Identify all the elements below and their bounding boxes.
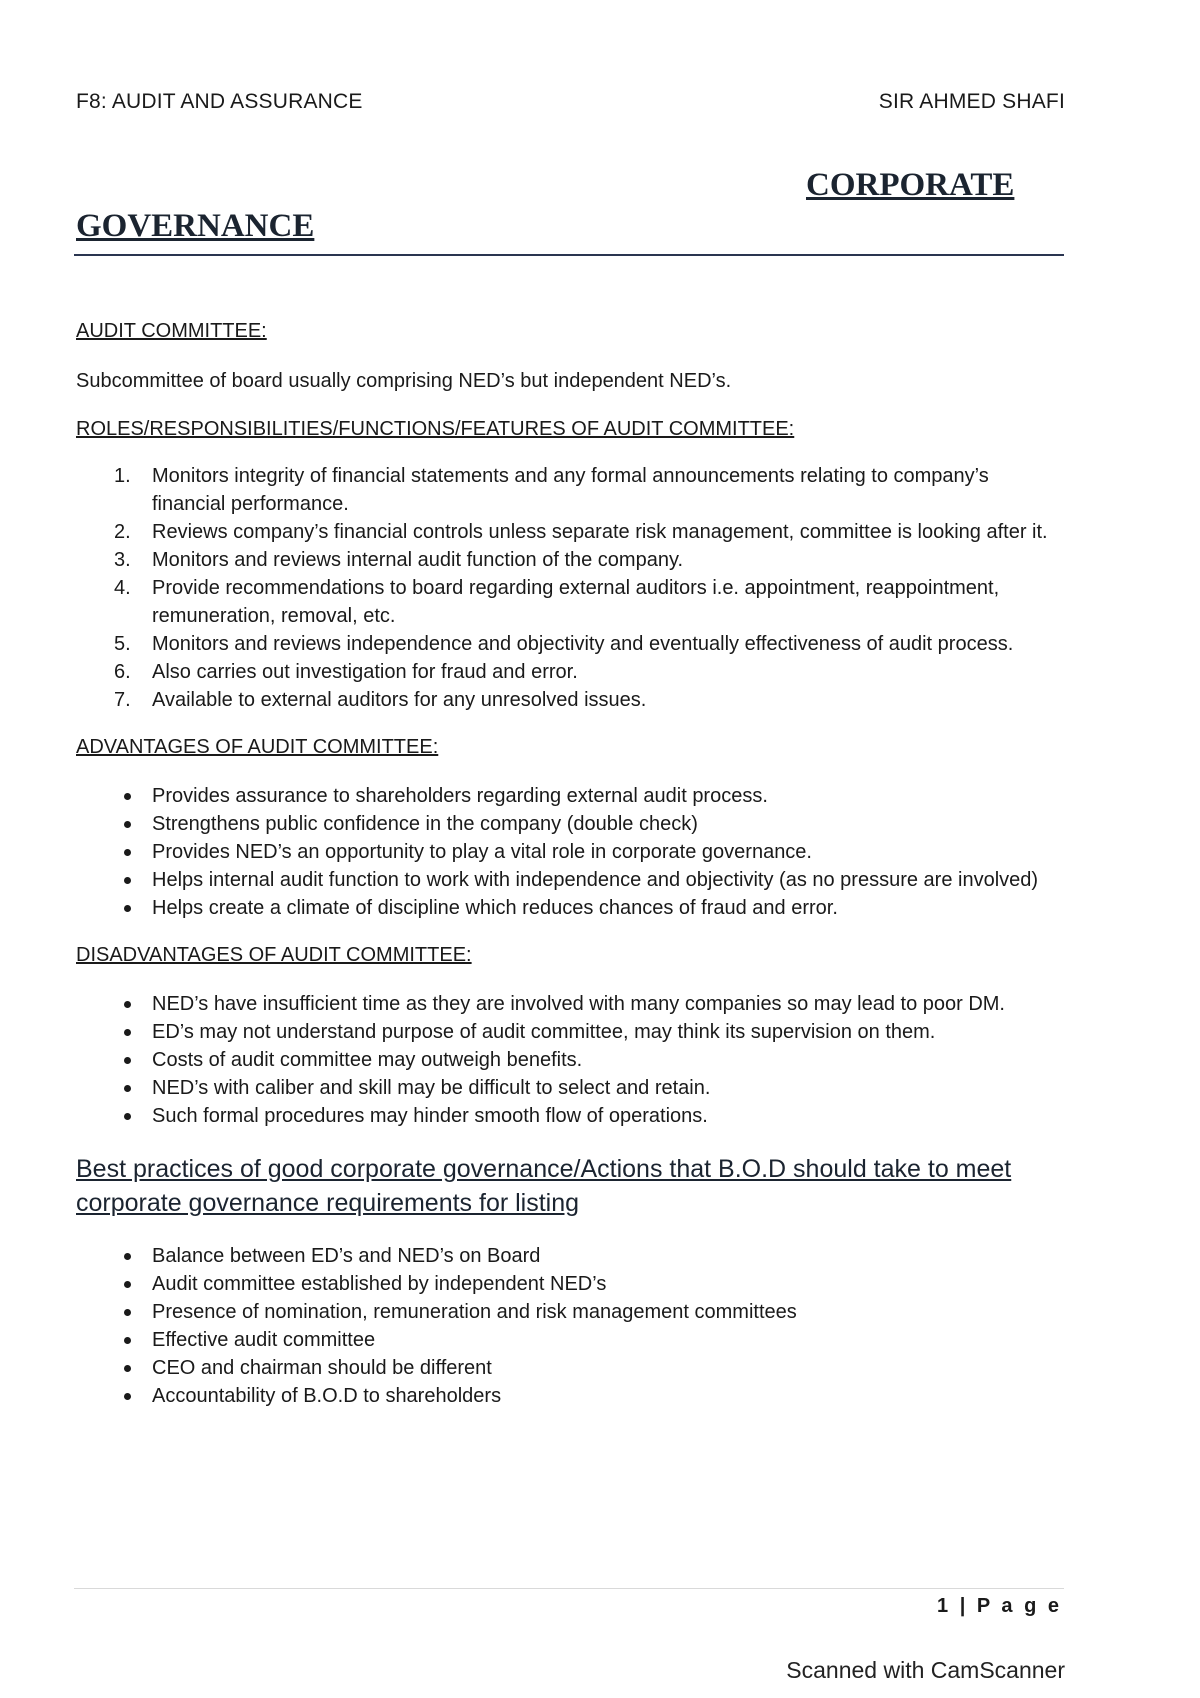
list-item [76,1382,1066,1410]
list-item [76,658,1066,686]
item-text: Reviews company’s financial controls unless separate risk management, committee is looking after it. [152,521,1048,543]
list-item [76,630,1066,658]
item-text: Costs of audit committee may outweigh benefits. [152,1049,583,1071]
roles-list [76,462,1066,714]
item-text: Accountability of B.O.D to shareholders [152,1385,502,1407]
list-item [76,782,1066,810]
item-text: Monitors and reviews internal audit function of the company. [152,549,684,571]
bullet-icon [124,1281,131,1288]
list-item [76,546,1066,574]
section-heading-roles: ROLES/RESPONSIBILITIES/FUNCTIONS/FEATURES OF AUDIT COMMITTEE: [76,418,795,440]
bullet-icon [124,1337,131,1344]
item-text: Presence of nomination, remuneration and risk management committees [152,1301,797,1323]
item-text: Helps internal audit function to work with independence and objectivity (as no pressure are involved) [152,869,1039,891]
document-body [76,318,1066,1410]
header-author: SIR AHMED SHAFI [878,90,1065,113]
item-text: Provides NED’s an opportunity to play a vital role in corporate governance. [152,841,812,863]
bullet-icon [124,821,131,828]
item-text: Balance between ED’s and NED’s on Board [152,1245,541,1267]
list-item [76,1102,1066,1130]
item-number: 6. [114,661,131,683]
footer-divider [74,1588,1064,1589]
bullet-icon [124,1113,131,1120]
list-item [76,866,1066,894]
section-heading-audit-committee: AUDIT COMMITTEE: [76,320,267,342]
item-number: 7. [114,689,131,711]
bullet-icon [124,1029,131,1036]
item-text: CEO and chairman should be different [152,1357,492,1379]
bullet-icon [124,877,131,884]
best-practices-list [76,1242,1066,1410]
item-number: 1. [114,465,131,487]
item-text: Audit committee established by independent NED’s [152,1273,607,1295]
item-text: Monitors integrity of financial statements and any formal announcements relating to company’s financial performance. [152,465,989,515]
bullet-icon [124,1085,131,1092]
list-item [76,1354,1066,1382]
list-item [76,1046,1066,1074]
page-title-line1: CORPORATE [806,167,1015,203]
bullet-icon [124,1393,131,1400]
scanner-watermark: Scanned with CamScanner [786,1657,1065,1683]
bullet-icon [124,1001,131,1008]
item-text: NED’s have insufficient time as they are involved with many companies so may lead to poor DM. [152,993,1005,1015]
item-number: 5. [114,633,131,655]
item-text: Also carries out investigation for fraud and error. [152,661,578,683]
list-item [76,1270,1066,1298]
item-number: 3. [114,549,131,571]
item-number: 2. [114,521,131,543]
item-text: Available to external auditors for any unresolved issues. [152,689,647,711]
bullet-icon [124,905,131,912]
list-item [76,518,1066,546]
list-item [76,686,1066,714]
section-heading-disadvantages: DISADVANTAGES OF AUDIT COMMITTEE: [76,944,472,966]
bullet-icon [124,849,131,856]
list-item [76,462,1066,518]
list-item [76,838,1066,866]
section-heading-advantages: ADVANTAGES OF AUDIT COMMITTEE: [76,736,439,758]
item-text: Helps create a climate of discipline which reduces chances of fraud and error. [152,897,838,919]
item-text: ED’s may not understand purpose of audit committee, may think its supervision on them. [152,1021,936,1043]
bullet-icon [124,1253,131,1260]
list-item [76,894,1066,922]
item-text: Effective audit committee [152,1329,376,1351]
list-item [76,1242,1066,1270]
item-number: 4. [114,577,131,599]
title-divider [74,254,1064,256]
bullet-icon [124,793,131,800]
list-item [76,1074,1066,1102]
header-course: F8: AUDIT AND ASSURANCE [76,90,363,113]
bullet-icon [124,1365,131,1372]
item-text: Monitors and reviews independence and objectivity and eventually effectiveness of audit process. [152,633,1014,655]
list-item [76,1018,1066,1046]
advantages-list [76,782,1066,922]
page-title-line2: GOVERNANCE [76,208,315,244]
list-item [76,1326,1066,1354]
list-item [76,990,1066,1018]
item-text: Provides assurance to shareholders regarding external audit process. [152,785,768,807]
disadvantages-list [76,990,1066,1130]
item-text: NED’s with caliber and skill may be difficult to select and retain. [152,1077,711,1099]
section-heading-best-practices: Best practices of good corporate governance/Actions that B.O.D should take to meet corporate governance requirements for listing [76,1155,1012,1217]
bullet-icon [124,1309,131,1316]
item-text: Strengthens public confidence in the company (double check) [152,813,698,835]
bullet-icon [124,1057,131,1064]
list-item [76,810,1066,838]
audit-committee-definition: Subcommittee of board usually comprising NED’s but independent NED’s. [76,370,732,392]
list-item [76,574,1066,630]
item-text: Provide recommendations to board regarding external auditors i.e. appointment, reappointment, remuneration, removal, etc. [152,577,1000,627]
page-number: 1 | P a g e [937,1595,1062,1617]
list-item [76,1298,1066,1326]
item-text: Such formal procedures may hinder smooth flow of operations. [152,1105,708,1127]
